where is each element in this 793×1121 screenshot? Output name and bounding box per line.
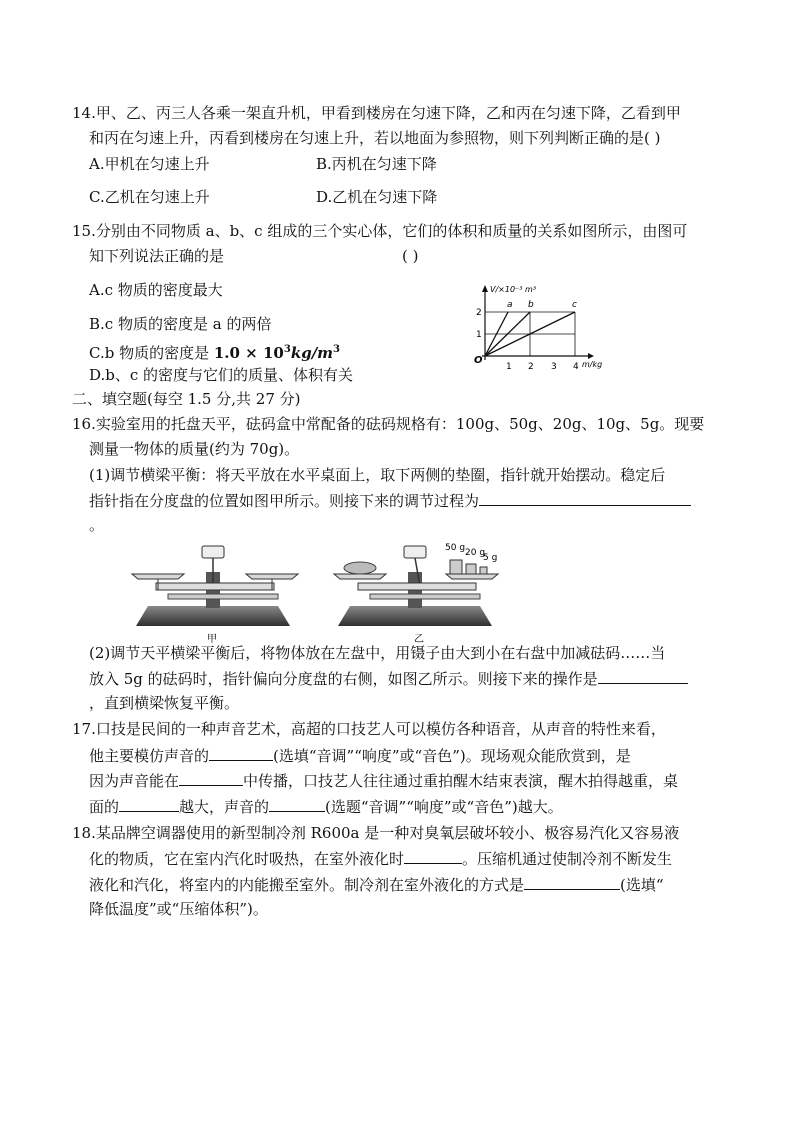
q15-density-unit: kg/m	[290, 344, 334, 362]
balance-yi-base	[338, 606, 492, 626]
q17-line2-text-b: (选填“音调”“响度”或“音色”)。现场观众能欣赏到，是	[273, 747, 631, 765]
q17-line2	[89, 745, 631, 766]
balance-jia-scale-dial	[202, 546, 224, 558]
q17-line4-text-b: 越大，声音的	[179, 798, 270, 816]
q18-blank-1[interactable]	[404, 848, 462, 864]
q16-part2-blank[interactable]	[598, 668, 688, 684]
graph-origin: O	[474, 355, 483, 366]
q15-density-unit-exp: 3	[333, 344, 341, 355]
weight-5g-label: 5 g	[483, 553, 498, 563]
q16-balance-figures	[128, 536, 508, 646]
q18-line3	[89, 874, 664, 895]
weight-20g	[466, 564, 476, 574]
weight-50g-label: 50 g	[445, 543, 466, 553]
section-2-title: 二、填空题(每空 1.5 分,共 27 分)	[72, 390, 301, 408]
graph-y-label: V/×10⁻³ m³	[490, 285, 537, 294]
q16-part2-text: 放入 5g 的砝码时，指针偏向分度盘的右侧，如图乙所示。则接下来的操作是	[89, 670, 598, 688]
q15-option-c	[89, 340, 340, 363]
q15-option-c-prefix: C.b 物质的密度是	[89, 344, 214, 362]
q16-part1-text: 指针指在分度盘的位置如图甲所示。则接下来的调节过程为	[89, 492, 480, 510]
q17-blank-4[interactable]	[269, 796, 325, 812]
balance-yi-left-pan	[334, 574, 386, 579]
q15-density-value: 1.0 × 10	[213, 344, 284, 362]
balance-yi	[334, 543, 498, 645]
graph-y-arrow	[482, 285, 488, 292]
graph-line-label-c: c	[572, 300, 577, 310]
balance-yi-ruler	[370, 594, 480, 599]
q17-line3-text-a: 因为声音能在	[89, 772, 180, 790]
balance-jia-ruler	[168, 594, 278, 599]
q15-volume-mass-graph	[470, 280, 620, 370]
q15-option-a: A.c 物质的密度最大	[89, 281, 223, 299]
graph-xtick-4: 4	[573, 362, 579, 370]
q16-stem-line1: 16.实验室用的托盘天平，砝码盒中常配备的砝码规格有：100g、50g、20g、10g、5g。现要	[72, 415, 705, 433]
q14-option-d: D.乙机在匀速下降	[316, 188, 438, 206]
graph-xtick-3: 3	[551, 362, 557, 370]
q16-stem-line2: 测量一物体的质量(约为 70g)。	[89, 440, 300, 458]
q16-part1-line2	[89, 490, 691, 511]
q16-part2-line3: ，直到横梁恢复平衡。	[89, 694, 240, 712]
q17-line4-text-c: (选题“音调”“响度”或“音色”)越大。	[325, 798, 563, 816]
q15-stem-line2: 知下列说法正确的是	[89, 247, 225, 265]
q17-line4-text-a: 面的	[89, 798, 120, 816]
q14-option-a: A.甲机在匀速上升	[89, 155, 210, 173]
q14-stem-line2: 和丙在匀速上升，丙看到楼房在匀速上升，若以地面为参照物，则下列判断正确的是( )	[89, 129, 661, 147]
balance-jia-left-pan	[132, 574, 184, 579]
q14-option-b: B.丙机在匀速下降	[316, 155, 437, 173]
q18-line2-text-b: 。压缩机通过使制冷剂不断发生	[462, 850, 673, 868]
balance-yi-right-pan	[446, 574, 498, 579]
graph-ytick-1: 1	[476, 330, 482, 340]
q17-blank-3[interactable]	[119, 796, 179, 812]
q18-line2	[89, 848, 672, 869]
q17-line3	[89, 770, 678, 791]
weight-20g-label: 20 g	[465, 548, 486, 558]
graph-x-arrow	[588, 353, 594, 359]
balance-yi-scale-dial	[404, 546, 426, 558]
weight-50g	[450, 560, 462, 574]
figure-yi-label: 乙	[414, 634, 424, 645]
q15-stem-line1: 15.分别由不同物质 a、b、c 组成的三个实心体，它们的体积和质量的关系如图所示，由图可	[72, 222, 688, 240]
q16-part1-blank[interactable]	[479, 490, 691, 506]
balance-jia-right-pan	[246, 574, 298, 579]
q18-line3-text-b: (选填“	[620, 876, 664, 894]
balance-jia	[132, 546, 298, 645]
q16-part1-end: 。	[89, 516, 105, 534]
figure-jia-label: 甲	[207, 634, 217, 645]
q17-line3-text-b: 中传播，口技艺人往往通过重拍醒木结束表演，醒木拍得越重，桌	[243, 772, 679, 790]
balance-jia-beam	[156, 583, 274, 590]
q16-part2-line2	[89, 668, 688, 689]
q18-line2-text-a: 化的物质，它在室内汽化时吸热，在室外液化时	[89, 850, 405, 868]
graph-xtick-2: 2	[528, 362, 534, 370]
balance-yi-beam	[358, 583, 476, 590]
q18-line3-text-a: 液化和汽化，将室内的内能搬至室外。制冷剂在室外液化的方式是	[89, 876, 525, 894]
q17-blank-1[interactable]	[209, 745, 273, 761]
balance-jia-base	[136, 606, 290, 626]
balance-yi-object	[344, 562, 376, 574]
q17-line4	[89, 796, 563, 817]
q18-blank-2[interactable]	[524, 874, 620, 890]
q15-answer-paren: ( )	[402, 247, 419, 265]
q14-option-c: C.乙机在匀速上升	[89, 188, 210, 206]
q17-line2-text-a: 他主要模仿声音的	[89, 747, 210, 765]
q15-density-exp: 3	[283, 344, 291, 355]
weight-5g	[480, 567, 487, 574]
graph-xtick-1: 1	[506, 362, 512, 370]
graph-line-label-b: b	[528, 300, 534, 310]
q15-option-b: B.c 物质的密度是 a 的两倍	[89, 315, 272, 333]
q16-part2-line1: (2)调节天平横梁平衡后，将物体放在左盘中，用镊子由大到小在右盘中加减砝码……当	[89, 644, 666, 662]
q17-stem-line1: 17.口技是民间的一种声音艺术，高超的口技艺人可以模仿各种语音，从声音的特性来看，	[72, 720, 666, 738]
q17-blank-2[interactable]	[179, 770, 243, 786]
q18-line4: 降低温度”或“压缩体积”)。	[89, 900, 268, 918]
q15-option-d: D.b、c 的密度与它们的质量、体积有关	[89, 366, 354, 384]
q18-stem-line1: 18.某品牌空调器使用的新型制冷剂 R600a 是一种对臭氧层破坏较小、极容易汽化又容易液	[72, 824, 680, 842]
q14-stem-line1: 14.甲、乙、丙三人各乘一架直升机，甲看到楼房在匀速下降，乙和丙在匀速下降，乙看到甲	[72, 104, 681, 122]
q16-part1-line1: (1)调节横梁平衡：将天平放在水平桌面上，取下两侧的垫圈，指针就开始摆动。稳定后	[89, 466, 666, 484]
graph-ytick-2: 2	[476, 308, 482, 318]
graph-x-label: m/kg	[582, 360, 603, 369]
graph-line-label-a: a	[507, 300, 513, 310]
